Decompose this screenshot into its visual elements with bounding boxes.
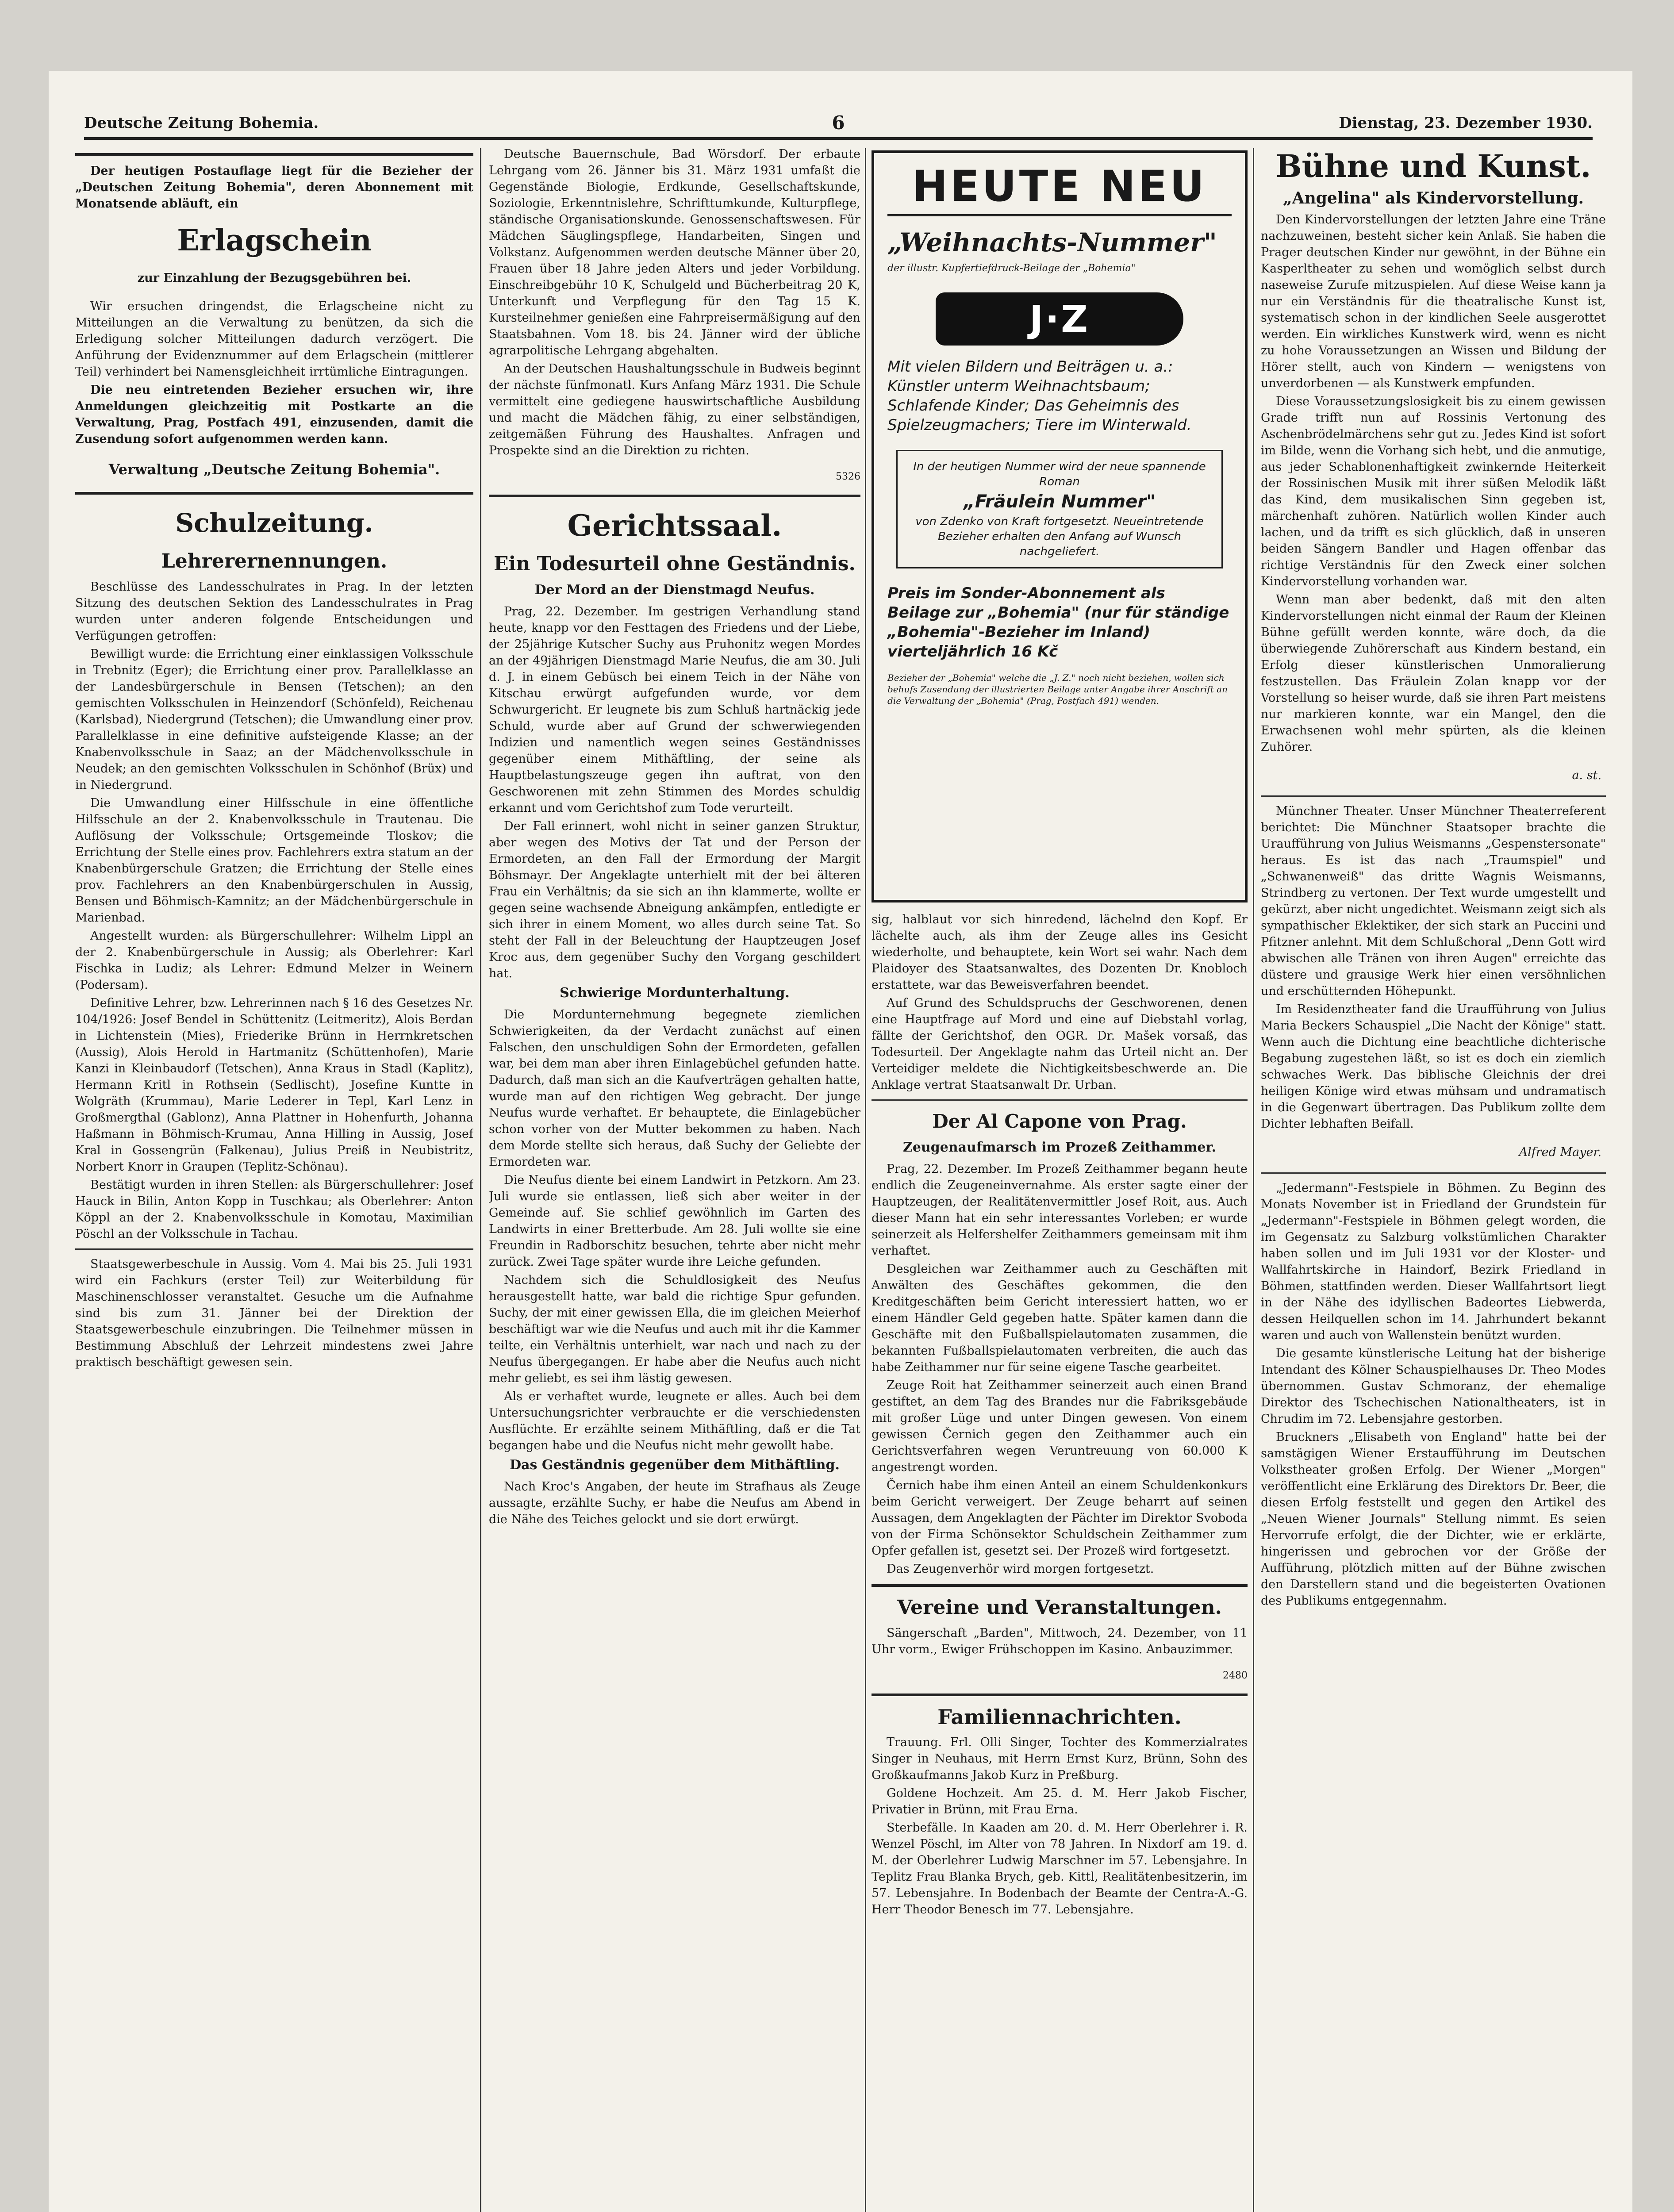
court-crosshead: Das Geständnis gegenüber dem Mithäftling. bbox=[510, 1457, 840, 1473]
notice-new-subscribers: Die neu eintretenden Bezieher ersuchen wir, ihre Anmeldungen gleichzeitig mit Postkarte an die Verwaltung, Prag, Postfach 491, einzusenden, damit die Zusendung sofort aufgenommen werden kann. bbox=[75, 383, 473, 446]
court-paragraph: Prag, 22. Dezember. Im gestrigen Verhandlung stand heute, knapp vor den Festtagen des Friedens und der Liebe, der 25jährige Kutscher Suchy aus Pruhonitz wegen Mordes an der 49jährigen Dienstmagd Marie Neufus, die am 30. Juli d. J. in einem Gebüsch bei einem Teich in der Nähe von Kitschau erwürgt aufgefunden wurde, vor dem Schwurgericht. Er leugnete bis zum Schluß hartnäckig jede Schuld, wurde aber auf Grund der schwerwiegenden Indizien und namentlich wegen seines Geständnisses gegenüber einem Mithäftling, der seine als Hauptbelastungszeuge gegen ihn auftrat, von den Geschworenen mit zehn Stimmen des Mordes schuldig erkannt und vom Gerichtshof zum Tode verurteilt. bbox=[489, 605, 860, 815]
court-paragraph: Nach Kroc's Angaben, der heute im Strafhaus als Zeuge aussagte, erzählte Suchy, er habe die Neufus am Abend in die Nähe des Teiches gelockt und sie dort erwürgt. bbox=[489, 1480, 860, 1526]
ad-contents: Mit vielen Bildern und Beiträgen u. a.: Künstler unterm Weihnachtsbaum; Schlafende Kinder; Das Geheimnis des Spielzeugmachers; Tiere im Winterwald. bbox=[887, 358, 1192, 434]
school-paragraph: Definitive Lehrer, bzw. Lehrerinnen nach § 16 des Gesetzes Nr. 104/1926: Josef Bendel in Schüttenitz (Leitmeritz), Alois Berdan in Lichtenstein (Mies), Friederike Brünn in Herrnkretschen (Aussig), Alois Herold in Hartmanitz (Schüttenhofen), Marie Kanzi in Kleinbaudorf (Tetschen), Anna Kraus in Stadl (Kaplitz), Hermann Kritl in Rothsein (Sedlischt), Josefine Kuntte in Wolgräth (Krummau), Marie Lederer in Tepl, Karl Lenz in Großmergthal (Gablonz), Anna Plattner in Hohenfurth, Johanna Haßmann in Böhmisch-Krumau, Anna Hilling in Aussig, Josef Kral in Gossengrün (Falkenau), Julius Preiß in Neubistritz, Norbert Knorr in Graupen (Teplitz-Schönau). bbox=[75, 996, 473, 1174]
column-2 bbox=[489, 146, 860, 2212]
court-paragraph: Die Neufus diente bei einem Landwirt in Petzkorn. Am 23. Juli wurde sie entlassen, ließ sich aber weiter in der Gemeinde auf. Sie schlief gewöhnlich im Garten des Landwirts in einer Bretterbude. Am 28. Juli wollte sie eine Freundin in Radborschitz besuchen, tehrte aber nicht mehr zurück. Zwei Tage später wurde ihre Leiche gefunden. bbox=[489, 1173, 860, 1269]
familie-title: Familiennachrichten. bbox=[937, 1705, 1182, 1729]
column-3 bbox=[872, 911, 1248, 2212]
notice-body: Wir ersuchen dringendst, die Erlagscheine nicht zu Mitteilungen an die Verwaltung zu benützen, da sich die Erledigung solcher Mitteilungen dadurch verzögert. Die Anführung der Evidenznummer auf dem Erlagschein (mittlerer Teil) verhindert bei Namensgleichheit irrtümliche Eintragungen. bbox=[75, 300, 473, 379]
capone-end: Das Zeugenverhör wird morgen fortgesetzt. bbox=[887, 1562, 1154, 1576]
court-continuation: sig, halblaut vor sich hinredend, lächelnd den Kopf. Er lächelte auch, als ihm der Zeuge alles ins Gesicht wiederholte, und behauptete, kein Wort sei wahr. Nach dem Plaidoyer des Staatsanwaltes, des Dozenten Dr. Knobloch erstattete, war das Beweisverfahren beendet. bbox=[872, 913, 1248, 992]
ad-subtitle: „Weihnachts-Nummer" bbox=[887, 227, 1217, 257]
culture-paragraph: Bruckners „Elisabeth von England" hatte bei der samstägigen Wiener Erstaufführung im Deutschen Volkstheater großen Erfolg. Der Wiener „Morgen" veröffentlicht eine Erklärung des Direktors Dr. Beer, die diesen Erfolg feststellt und gegen den Artikel des „Neuen Wiener Journals" Stellung nimmt. Es seien Hervorrufe erfolgt, die der Dichter, wie er erklärte, hingerissen und gebrochen vor der Größe der Aufführung, plötzlich mitten auf der Bühne zwischen den Darstellern stand und die begeisterten Ovationen des Publikums entgegennahm. bbox=[1261, 1430, 1606, 1608]
newspaper-page bbox=[49, 71, 1632, 2212]
ad-price: Preis im Sonder-Abonnement als Beilage zur „Bohemia" (nur für ständige „Bohemia"-Bezieher im Inland) vierteljährlich 16 Kč bbox=[887, 584, 1229, 661]
notice-signature: Verwaltung „Deutsche Zeitung Bohemia". bbox=[108, 461, 440, 478]
capone-paragraph: Černich habe ihm einen Anteil an einem Schuldenkonkurs beim Gericht verweigert. Der Zeuge beharrt auf seinen Aussagen, dem Angeklagten der Pächter im Direktor Svoboda von der Firma Schönsektor Schuldschein Zeithammer zum Opfer gefallen ist, gesetzt sei. Der Prozeß wird fortgesetzt. bbox=[872, 1479, 1248, 1558]
vereine-title: Vereine und Veranstaltungen. bbox=[897, 1596, 1222, 1619]
notice-subtitle: zur Einzahlung der Bezugsgebühren bei. bbox=[137, 271, 411, 285]
school-paragraph: Angestellt wurden: als Bürgerschullehrer: Wilhelm Lippl an der 2. Knabenbürgerschule in Aussig; als Oberlehrer: Karl Fischka in Ludiz; als Lehrer: Edmund Melzer in Weinern (Podersam). bbox=[75, 929, 473, 992]
school-paragraph: Die Umwandlung einer Hilfsschule in eine öffentliche Hilfsschule an der 2. Knabenvolksschule in Trautenau. Die Auflösung der Volksschule; Ortsgemeinde Tloskov; die Errichtung der Stelle eines prov. Fachlehrers extra statum an der Knabenbürgerschule Gratzen; die Errichtung der Stelle eines prov. Fachlehrers an den Knabenbürgerschulen in Aussig, Bensen und Böhmisch-Kamnitz; an der Mädchenbürgerschule in Marienbad. bbox=[75, 796, 473, 925]
ad-fineprint: Bezieher der „Bohemia" welche die „J. Z." noch nicht beziehen, wollen sich behufs Zusendung der illustrierten Beilage unter Angabe ihrer Anschrift an die Verwaltung der „Bohemia" (Prag, Postfach 491) wenden. bbox=[887, 672, 1228, 706]
column-divider bbox=[865, 148, 866, 2212]
capone-subheadline: Zeugenaufmarsch im Prozeß Zeithammer. bbox=[902, 1140, 1217, 1155]
school-paragraph: Staatsgewerbeschule in Aussig. Vom 4. Mai bis 25. Juli 1931 wird ein Fachkurs (erster Teil) zur Weiterbildung für Maschinenschlosser veranstaltet. Gesuche um die Aufnahme sind bis zum 31. Jänner bei der Direktion der Staatsgewerbeschule einzubringen. Die Teilnehmer müssen in Bestimmung Abschluß der Lehrzeit mindestens zwei Jahre praktisch beschäftigt gewesen sein. bbox=[75, 1257, 473, 1369]
school-intro: Beschlüsse des Landesschulrates in Prag. In der letzten Sitzung des deutschen Sektion des Landesschulrates in Prag wurden unter anderen folgende Entscheidungen und Verfügungen getroffen: bbox=[75, 580, 473, 643]
capone-paragraph: Prag, 22. Dezember. Im Prozeß Zeithammer begann heute endlich die Zeugeneinvernahme. Als erster sagte einer der Hauptzeugen, der Realitätenvermittler Josef Roit, aus. Auch dieser Mann hat ein sehr interessantes Vorleben; er wurde seinerzeit als Helfershelfer Zeithammers gemeinsam mit ihm verhaftet. bbox=[872, 1162, 1248, 1258]
court-paragraph: Als er verhaftet wurde, leugnete er alles. Auch bei dem Untersuchungsrichter verbrauchte er die verschiedensten Ausflüchte. Er erzählte seinem Mithäftling, daß er die Tat begangen habe und die Neufus nicht mehr gewollt habe. bbox=[489, 1390, 860, 1452]
culture-section-title: Bühne und Kunst. bbox=[1275, 148, 1591, 184]
culture-paragraph: Wenn man aber bedenkt, daß mit den alten Kindervorstellungen nicht einmal der Raum der Kleinen Bühne gefüllt werden konnte, wäre doch, da die überwiegende Zuhörerschaft aus Kindern bestand, ein Erfolg dieser künstlerischen Unmoralierung festzustellen. Das Fräulein Zolan knapp vor der Vorstellung so heiser wurde, daß sie ihren Part meistens nur markieren konnte, war ein Mangel, den die Erwachsenen wohl mehr spürten, als die kleinen Zuhörer. bbox=[1261, 593, 1606, 754]
school-section-title: Schulzeitung. bbox=[175, 508, 373, 538]
court-paragraph: Nachdem sich die Schuldlosigkeit des Neufus herausgestellt hatte, war bald die richtige Spur gefunden. Suchy, der mit einer gewissen Ella, die im gleichen Meierhof beschäftigt war wie die Neufus und auch mit ihr die Kammer teilte, ein Verhältnis unterhielt, war nach und nach zu der Neufus übergegangen. Er habe aber die Neufus auch nicht mehr geliebt, es sei ihm lästig gewesen. bbox=[489, 1273, 860, 1385]
familie-paragraph: Trauung. Frl. Olli Singer, Tochter des Kommerzialrates Singer in Neuhaus, mit Herrn Ernst Kurz, Brünn, Sohn des Großkaufmanns Jakob Kurz in Preßburg. bbox=[872, 1736, 1248, 1782]
culture-paragraph: Den Kindervorstellungen der letzten Jahre eine Träne nachzuweinen, besteht sicher kein Anlaß. Sie haben die Prager deutschen Kinder nur gewöhnt, in der Bühne ein Kasperltheater zu sehen und womöglich selbst durch naseweise Zurufe mitzuspielen. Auf diese Weise kann ja nur ein Verständnis für die theatralische Kunst ist, systematisch schon in der kindlichen Seele ausgerottet werden. Ein wirkliches Kunstwerk wird, wenn es nicht zu hohe Voraussetzungen an Wissen und Bildung der Hörer stellt, auch von Kindern — wenigstens von unverdorbenen — als Kunstwerk empfunden. bbox=[1261, 213, 1606, 390]
familie-paragraph: Goldene Hochzeit. Am 25. d. M. Herr Jakob Fischer, Privatier in Brünn, mit Frau Erna. bbox=[872, 1786, 1248, 1816]
culture-subtitle: „Angelina" als Kindervorstellung. bbox=[1282, 189, 1584, 207]
column-divider bbox=[480, 148, 481, 2212]
issue-date: Dienstag, 23. Dezember 1930. bbox=[1339, 114, 1593, 132]
notice-title: Erlagschein bbox=[177, 223, 372, 257]
ad-number: 2480 bbox=[1223, 1670, 1248, 1681]
jz-logo-icon: J·Z bbox=[936, 292, 1183, 346]
column-4 bbox=[1261, 146, 1606, 2212]
novel-box bbox=[896, 450, 1223, 568]
culture-paragraph: Diese Voraussetzungslosigkeit bis zu einem gewissen Grade trifft nun auf Rossinis Vertonung des Aschenbrödelmärchens sehr gut zu. Jedes Kind ist sofort im Bilde, wenn die Vorhang sich hebt, und die anmutige, aus jeder Schablonenhaftigkeit zwinkernde Heiterkeit der Rossinischen Musik mit ihrer süßen Melodik läßt das Kind, dem musikalischen Sinn gegeben ist, märchenhaft zuhören. Natürlich wollen Kinder auch lachen, und da trifft es sich glücklich, daß in unseren beiden Sängern Bandler und Hagen offenbar das richtige Verständnis für den Zweck einer solchen Kindervorstellung vorhanden war. bbox=[1261, 395, 1606, 588]
advertisement-heute-neu bbox=[872, 150, 1248, 902]
familie-paragraph: Sterbefälle. In Kaaden am 20. d. M. Herr Oberlehrer i. R. Wenzel Pöschl, im Alter von 78 Jahren. In Nixdorf am 19. d. M. der Oberlehrer Ludwig Marschner im 57. Lebensjahre. In Teplitz Frau Blanka Brych, geb. Kittl, Realitätenbesitzerin, im 57. Lebensjahre. In Bodenbach der Beamte der Centra-A.-G. Herr Theodor Benesch im 77. Lebensjahre. bbox=[872, 1821, 1248, 1916]
subscription-notice: Der heutigen Postauflage liegt für die Bezieher der „Deutschen Zeitung Bohemia", deren Abonnement mit Monatsende abläuft, ein bbox=[75, 164, 473, 211]
culture-paragraph: Im Residenztheater fand die Uraufführung von Julius Maria Beckers Schauspiel „Die Nacht der Könige" statt. Wenn auch die Dichtung eine beachtliche dichterische Begabung zugestehen läßt, so ist es doch ein ziemlich schwaches Werk. Das biblische Gleichnis der drei heiligen Könige wird etwas mühsam und undramatisch in die Gegenwart übertragen. Das Publikum zollte dem Dichter lebhaften Beifall. bbox=[1261, 1002, 1606, 1131]
author-signature: Alfred Mayer. bbox=[1519, 1145, 1601, 1159]
court-paragraph: Die Mordunternehmung begegnete ziemlichen Schwierigkeiten, da der Verdacht zunächst auf einen Falschen, den unschuldigen Sohn der Ermordeten, gefallen war, bei dem man aber ihren Einlagebüchel gefunden hatte. Dadurch, daß man sich an die Kaufverträgen gehalten hatte, wurde man auf den richtigen Weg gebracht. Der junge Neufus wurde verhaftet. Er behauptete, die Einlagebücher schon vorher von der Mutter bekommen zu haben. Nach dem Morde stellte sich heraus, daß Suchy der Geliebte der Ermordeten war. bbox=[489, 1008, 860, 1169]
novel-box-intro: In der heutigen Nummer wird der neue spannende Roman bbox=[913, 460, 1206, 488]
culture-paragraph: Münchner Theater. Unser Münchner Theaterreferent berichtet: Die Münchner Staatsoper brachte die Uraufführung von Julius Weismanns „Gespenstersonate" heraus. Es ist das nach „Traumspiel" und „Schwanenweiß" das dritte Wagnis Weismanns, Strindberg zu vertonen. Der Text wurde umgestellt und gekürzt, aber nicht ungedichtet. Weismann zeigt sich als sympathischer Eklektiker, der sich stark an Puccini und Pfitzner anlehnt. Mit dem Schlußchoral „Denn Gott wird abwischen alle Tränen von ihren Augen" erreichte das düstere und grausige Werk hier einen versöhnlichen und erschütternden Höhepunkt. bbox=[1261, 804, 1606, 998]
vereine-paragraph: Sängerschaft „Barden", Mittwoch, 24. Dezember, von 11 Uhr vorm., Ewiger Frühschoppen im Kasino. Anbauzimmer. bbox=[872, 1626, 1248, 1656]
page-header bbox=[84, 102, 1593, 140]
ad-title: HEUTE NEU bbox=[887, 162, 1232, 216]
capone-paragraph: Desgleichen war Zeithammer auch zu Geschäften mit Anwälten des Geschäftes gekommen, die den Kreditgeschäften beim Gericht interessiert hatten, wo er einem Händler Geld gegeben hatte. Später kamen dann die Geschäfte mit den Fußballspielautomaten zusammen, die bekannten Fußballspielautomaten verbreiten, die auch das habe Zeithammer nur für seine eigene Tasche gearbeitet. bbox=[872, 1262, 1248, 1374]
court-headline: Ein Todesurteil ohne Geständnis. bbox=[494, 553, 856, 575]
school-paragraph: Bewilligt wurde: die Errichtung einer einklassigen Volksschule in Trebnitz (Eger); die Errichtung einer prov. Parallelklasse an der Landesbürgerschule in Bensen (Tetschen); an den gemischten Volksschulen in Heinzendorf (Schönfeld), Reichenau (Karlsbad), Niedergrund (Tetschen); die Umwandlung einer prov. Parallelklasse in eine definitive aufsteigende Klasse; an der Knabenvolksschule in Saaz; an der Mädchenvolksschule in Neudek; an den gemischten Volksschulen in Schönhof (Brüx) und in Niedergrund. bbox=[75, 647, 473, 792]
capone-paragraph: Zeuge Roit hat Zeithammer seinerzeit auch einen Brand gestiftet, an dem Tag des Brandes nur die Fabriksgebäude mit großer Lüge und unter Dingen gewesen. Von einem gewissen Černich gegen den Zeithammer auch ein Gerichtsverfahren wegen Veruntreuung von 60.000 K angestrengt worden. bbox=[872, 1379, 1248, 1474]
author-signature: a. st. bbox=[1572, 768, 1601, 782]
court-subheadline: Der Mord an der Dienstmagd Neufus. bbox=[534, 582, 815, 598]
school-subtitle: Lehrerernennungen. bbox=[161, 550, 388, 572]
court-continuation: Auf Grund des Schuldspruchs der Geschworenen, denen eine Hauptfrage auf Mord und eine auf Diebstahl vorlag, fällte der Gerichtshof, den OGR. Dr. Mašek vorsaß, das Todesurteil. Der Angeklagte nahm das Urteil nicht an. Der Verteidiger meldete die Nichtigkeitsbeschwerde an. Die Anklage vertrat Staatsanwalt Dr. Urban. bbox=[872, 996, 1248, 1092]
novel-box-text: von Zdenko von Kraft fortgesetzt. Neueintretende Bezieher erhalten den Anfang auf Wunsch nachgeliefert. bbox=[915, 515, 1204, 558]
ad-caption: der illustr. Kupfertiefdruck-Beilage der „Bohemia" bbox=[887, 263, 1136, 274]
haushaltungsschule-text: An der Deutschen Haushaltungsschule in Budweis beginnt der nächste fünfmonatl. Kurs Anfang März 1931. Die Schule vermittelt eine gediegene hauswirtschaftliche Ausbildung und macht die Mädchen fähig, zu einer selbständigen, zeitgemäßen Führung des Haushaltes. Anfragen und Prospekte sind an die Direktion zu richten. bbox=[489, 362, 860, 457]
culture-paragraph: Die gesamte künstlerische Leitung hat der bisherige Intendant des Kölner Schauspielhauses Dr. Theo Modes übernommen. Gustav Schmoranz, der ehemalige Direktor des Tschechischen Nationaltheaters, ist in Chrudim im 72. Lebensjahre gestorben. bbox=[1261, 1347, 1606, 1426]
paper-name: Deutsche Zeitung Bohemia. bbox=[84, 114, 319, 132]
page-number: 6 bbox=[832, 112, 845, 134]
novel-title: „Fräulein Nummer" bbox=[964, 492, 1156, 512]
culture-paragraph: „Jedermann"-Festspiele in Böhmen. Zu Beginn des Monats November ist in Friedland der Grundstein für „Jedermann"-Festspiele in Böhmen gelegt worden, die im Gegensatz zu Salzburg volkstümlichen Charakter haben sollen und im Juli 1931 vor der Kloster- und Wallfahrtskirche in Haindorf, Bezirk Friedland in Böhmen, stattfinden werden. Dieser Wallfahrtsort liegt in der Nähe des idyllischen Badeortes Liebwerda, dessen Heilquellen schon im 14. Jahrhundert bekannt waren und auch von Wallenstein benützt wurden. bbox=[1261, 1181, 1606, 1342]
bauernschule-text: Deutsche Bauernschule, Bad Wörsdorf. Der erbaute Lehrgang vom 26. Jänner bis 31. März 1931 umfaßt die Gegenstände Biologie, Erdkunde, Gesellschaftskunde, Soziologie, Erkenntnislehre, Schrifttumkunde, Kulturpflege, ständische Organisationskunde. Genossenschaftswesen. Für Mädchen Säuglingspflege, Handarbeiten, Singen und Volkstanz. Aufgenommen werden deutsche Männer über 20, Frauen über 18 Jahre jeden Alters und jeder Vorbildung. Einschreibgebühr 10 K, Schulgeld und Bücherbeitrag 20 K, Unterkunft und Verpflegung für den Tag 15 K. Kursteilnehmer genießen eine Fahrpreisermäßigung auf den Staatsbahnen. Vom 18. bis 24. Jänner wird der übliche agrarpolitische Lehrgang abgehalten. bbox=[489, 147, 860, 357]
column-divider bbox=[1253, 148, 1254, 2212]
court-crosshead: Schwierige Mordunterhaltung. bbox=[560, 985, 790, 1001]
column-1 bbox=[75, 146, 473, 2212]
school-paragraph: Bestätigt wurden in ihren Stellen: als Bürgerschullehrer: Josef Hauck in Bilin, Anton Kopp in Tuschkau; als Oberlehrer: Anton Köppl an der 2. Knabenvolksschule in Komotau, Maximilian Pöschl an der Volksschule in Tachau. bbox=[75, 1178, 473, 1241]
capone-headline: Der Al Capone von Prag. bbox=[932, 1110, 1187, 1132]
court-section-title: Gerichtssaal. bbox=[567, 508, 782, 543]
ad-number: 5326 bbox=[836, 471, 860, 482]
court-paragraph: Der Fall erinnert, wohl nicht in seiner ganzen Struktur, aber wegen des Motivs der Tat und der Person der Ermordeten, an den Fall der Ermordung der Margit Böhsmayr. Der Angeklagte unterhielt mit der bei älteren Frau ein Verhältnis; da sie sich an ihn klammerte, wollte er gegen seine wachsende Abneigung ankämpfen, entledigte er sich ihrer in einem Moment, wo alles durch seine Tat. So steht der Fall in der Beleuchtung der Hauptzeugen Josef Kroc aus, dem gegenüber Suchy den Vorgang geschildert hat. bbox=[489, 819, 860, 980]
